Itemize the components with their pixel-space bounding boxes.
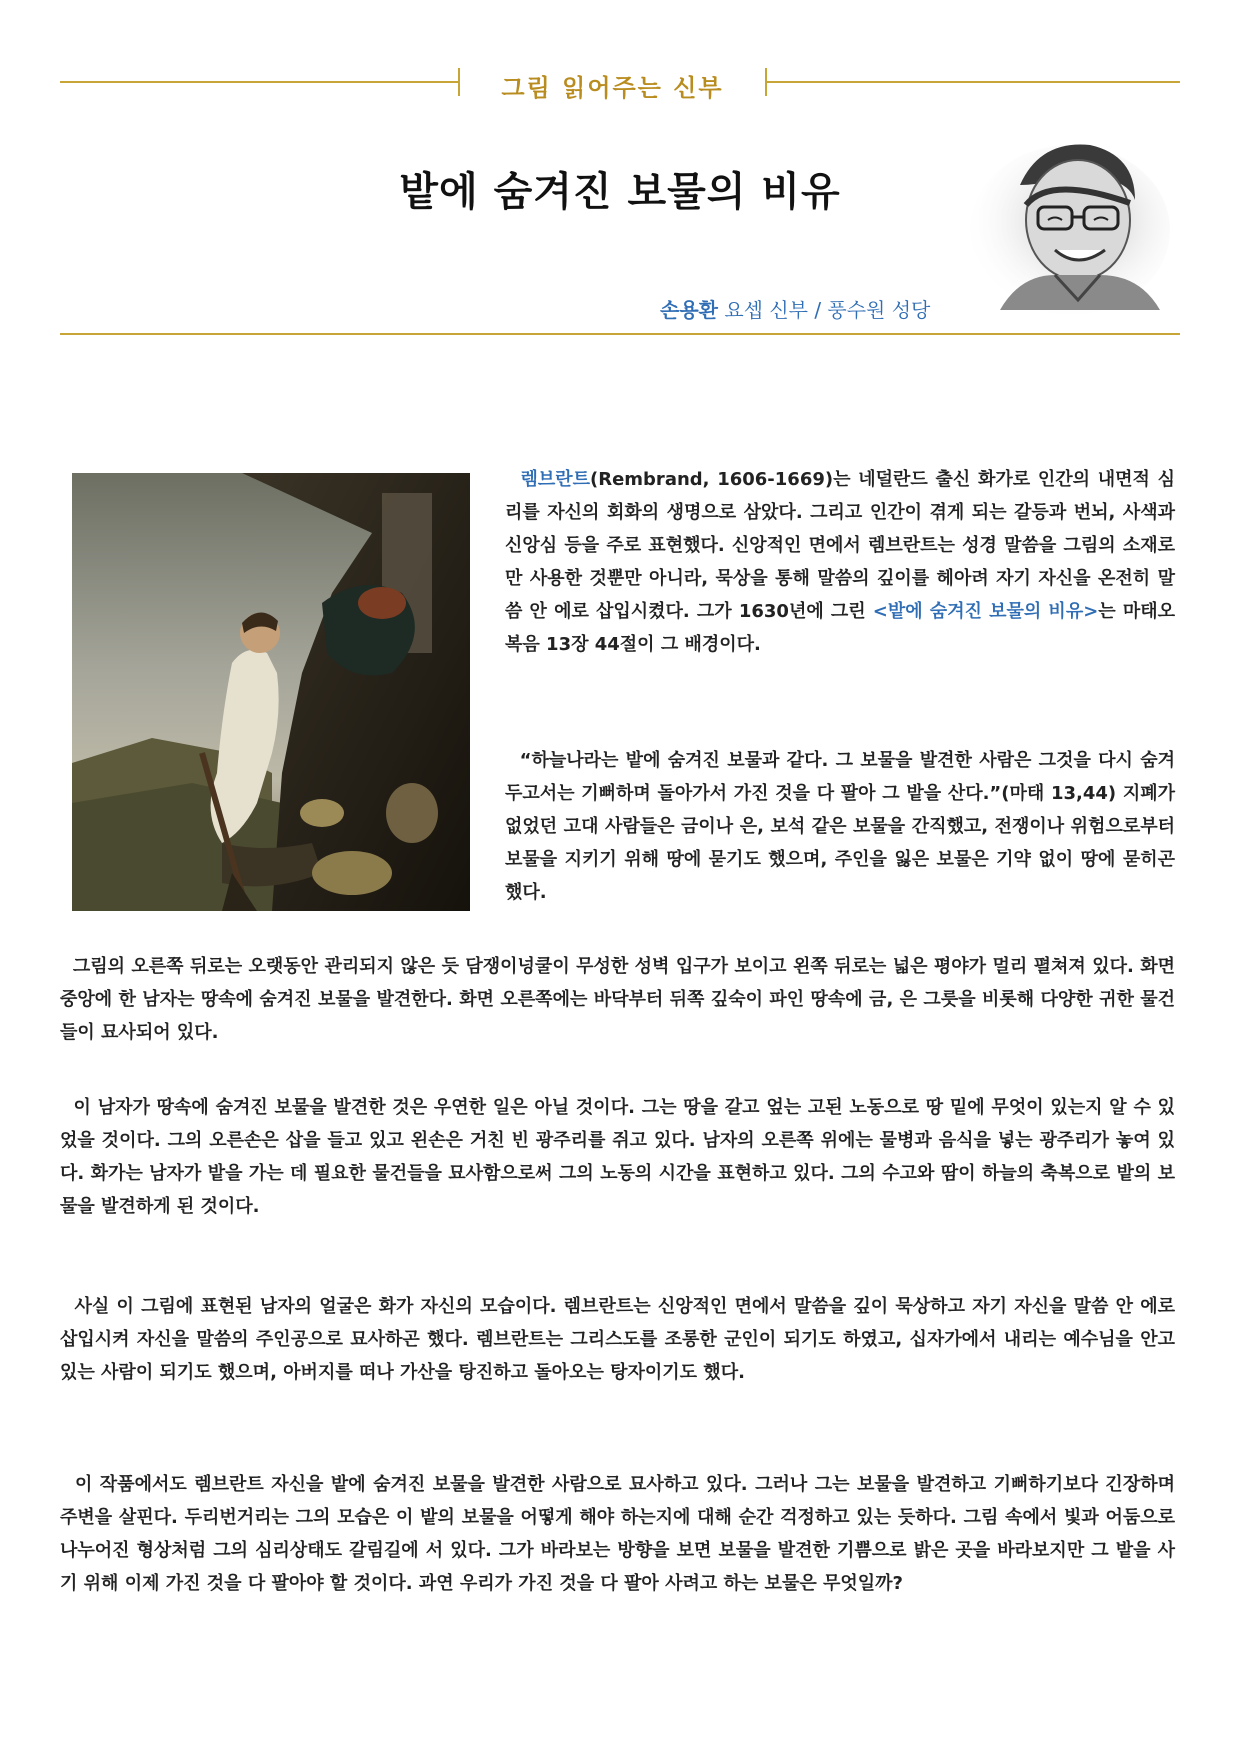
intro-text-a: (Rembrand, 1606-1669)는 네덜란드 출신 화가로 인간의 내면적 심리를 자신의 회화의 생명으로 삼았다. 그리고 인간이 겪게 되는 갈등과 번뇌, 사색과 신앙심 등을 주로 표현했다. 신앙적인 면에서 렘브란트는 성경 말씀을 그림의 소재로만 사용한 것뿐만 아니라, 묵상을 통해 말씀의 깊이를 헤아려 자기 자신을 온전히 말씀 안 에로 삽입시켰다. 그가 1630년에 그린 [505, 469, 1175, 622]
artwork-title-highlight: <밭에 숨겨진 보물의 비유> [872, 601, 1099, 622]
article-title: 밭에 숨겨진 보물의 비유 [399, 169, 841, 215]
intro-text-b: 는 마태오 복음 13장 44절이 그 배경이다. [505, 601, 1175, 655]
paragraph-conclusion [60, 1468, 1175, 1600]
rembrandt-painting-image [72, 473, 470, 911]
description-text: 그림의 오른쪽 뒤로는 오랫동안 관리되지 않은 듯 담쟁이넝쿨이 무성한 성벽 입구가 보이고 왼쪽 뒤로는 넓은 평야가 멀리 펼쳐져 있다. 화면 중앙에 한 남자는 땅속에 숨겨진 보물을 발견한다. 화면 오른쪽에는 바닥부터 뒤쪽 깊숙이 파인 땅속에 금, 은 그릇을 비롯해 다양한 귀한 물건들이 묘사되어 있다. [60, 956, 1175, 1043]
author-affiliation: 요셉 신부 / 풍수원 성당 [717, 298, 931, 322]
header-divider [60, 333, 1180, 335]
author-portrait-sketch [960, 125, 1175, 315]
series-label: 그림 읽어주는 신부 [501, 74, 724, 102]
conclusion-text: 이 작품에서도 렘브란트 자신을 밭에 숨겨진 보물을 발견한 사람으로 묘사하고 있다. 그러나 그는 보물을 발견하고 기뻐하기보다 긴장하며 주변을 살핀다. 두리번거리는 그의 모습은 이 밭의 보물을 어떻게 해야 하는지에 대해 순간 걱정하고 있는 듯하다. 그림 속에서 빛과 어둠으로 나누어진 형상처럼 그의 심리상태도 갈림길에 서 있다. 그가 바라보는 방향을 보면 보물을 발견한 기쁨으로 밝은 곳을 바라보지만 그 밭을 사기 위해 이제 가진 것을 다 팔아야 할 것이다. 과연 우리가 가진 것을 다 팔아 사려고 하는 보물은 무엇일까? [60, 1474, 1175, 1594]
header-left-rule [60, 81, 460, 83]
paragraph-intro [505, 463, 1175, 661]
labor-text: 이 남자가 땅속에 숨겨진 보물을 발견한 것은 우연한 일은 아닐 것이다. 그는 땅을 갈고 엎는 고된 노동으로 땅 밑에 무엇이 있는지 알 수 있었을 것이다. 그의 오른손은 삽을 들고 있고 왼손은 거친 빈 광주리를 쥐고 있다. 남자의 오른쪽 위에는 물병과 음식을 넣는 광주리가 놓여 있다. 화가는 남자가 밭을 가는 데 필요한 물건들을 묘사함으로써 그의 노동의 시간을 표현하고 있다. 그의 수고와 땀이 하늘의 축복으로 밭의 보물을 발견하게 된 것이다. [60, 1097, 1175, 1217]
paragraph-scripture [505, 744, 1175, 909]
author-byline [660, 294, 930, 323]
paragraph-self-portrait [60, 1290, 1175, 1389]
paragraph-labor [60, 1091, 1175, 1223]
scripture-text: “하늘나라는 밭에 숨겨진 보물과 같다. 그 보물을 발견한 사람은 그것을 다시 숨겨 두고서는 기뻐하며 돌아가서 가진 것을 다 팔아 그 밭을 산다.”(마태 13,44) 지폐가 없었던 고대 사람들은 금이나 은, 보석 같은 보물을 간직했고, 전쟁이나 위험으로부터 보물을 지키기 위해 땅에 묻기도 했으며, 주인을 잃은 보물은 기약 없이 땅에 묻히곤 했다. [505, 750, 1175, 903]
artist-name-highlight: 렘브란트 [520, 469, 590, 490]
header-right-rule [765, 81, 1180, 83]
self-portrait-text: 사실 이 그림에 표현된 남자의 얼굴은 화가 자신의 모습이다. 렘브란트는 신앙적인 면에서 말씀을 깊이 묵상하고 자기 자신을 말씀 안 에로 삽입시켜 자신을 말씀의 주인공으로 묘사하곤 했다. 렘브란트는 그리스도를 조롱한 군인이 되기도 하였고, 십자가에서 내리는 예수님을 안고 있는 사람이 되기도 했으며, 아버지를 떠나 가산을 탕진하고 돌아오는 탕자이기도 했다. [60, 1296, 1175, 1383]
series-header [60, 68, 1180, 102]
author-name: 손용환 [660, 298, 718, 322]
paragraph-description [60, 950, 1175, 1049]
